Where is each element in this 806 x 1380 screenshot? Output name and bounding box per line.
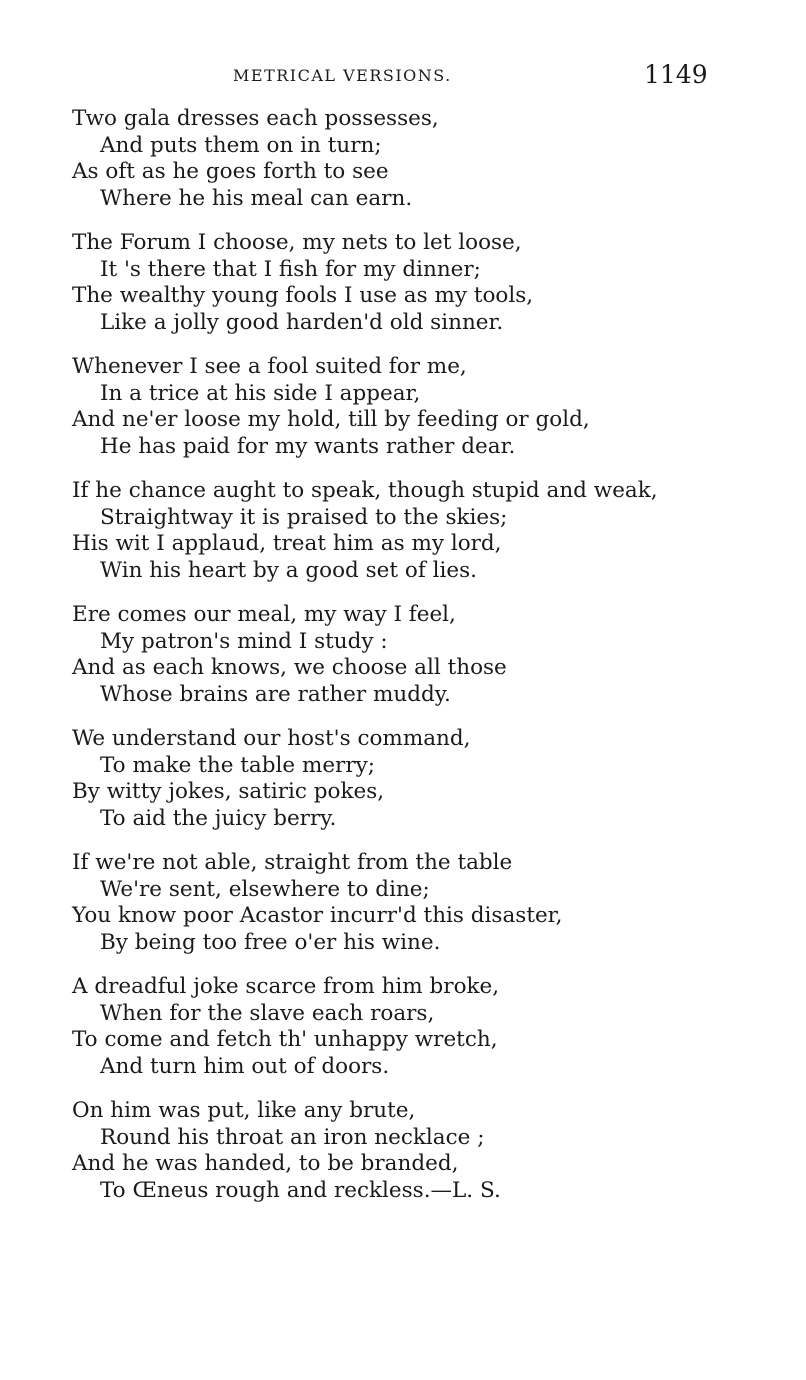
poem-line: His wit I applaud, treat him as my lord, (72, 531, 502, 556)
poem-line: As oft as he goes forth to see (72, 159, 389, 184)
poem-line: We understand our host's command, (72, 726, 471, 751)
poem-line: Whenever I see a fool suited for me, (72, 354, 467, 379)
poem (72, 106, 772, 1222)
poem-line: Two gala dresses each possesses, (72, 106, 439, 131)
poem-line: To come and fetch th' unhappy wretch, (72, 1027, 498, 1052)
poem-line: Like a jolly good harden'd old sinner. (100, 309, 504, 335)
stanza (72, 726, 772, 832)
poem-line: When for the slave each roars, (100, 1000, 435, 1026)
poem-line: And as each knows, we choose all those (72, 655, 507, 680)
stanza (72, 354, 772, 460)
stanza (72, 602, 772, 708)
poem-line: To aid the juicy berry. (100, 805, 337, 831)
poem-line: The Forum I choose, my nets to let loose, (72, 230, 522, 255)
running-title: METRICAL VERSIONS. (233, 66, 452, 85)
poem-line: And ne'er loose my hold, till by feeding or gold, (72, 407, 590, 432)
poem-line: To make the table merry; (100, 752, 375, 778)
poem-line: Whose brains are rather muddy. (100, 681, 451, 707)
poem-line: We're sent, elsewhere to dine; (100, 876, 430, 902)
poem-line: The wealthy young fools I use as my tools, (72, 283, 534, 308)
stanza (72, 230, 772, 336)
poem-line: Straightway it is praised to the skies; (100, 504, 508, 530)
poem-line: He has paid for my wants rather dear. (100, 433, 516, 459)
poem-line: A dreadful joke scarce from him broke, (72, 974, 500, 999)
poem-line: By being too free o'er his wine. (100, 929, 441, 955)
poem-line: If we're not able, straight from the table (72, 850, 513, 875)
poem-line: If he chance aught to speak, though stupid and weak, (72, 478, 658, 503)
poem-line: By witty jokes, satiric pokes, (72, 779, 385, 804)
poem-line: And puts them on in turn; (100, 132, 382, 158)
stanza (72, 478, 772, 584)
running-head (0, 60, 806, 94)
poem-line: On him was put, like any brute, (72, 1098, 416, 1123)
poem-line: Win his heart by a good set of lies. (100, 557, 477, 583)
poem-line: And he was handed, to be branded, (72, 1151, 459, 1176)
poem-line: In a trice at his side I appear, (100, 380, 421, 406)
page-number: 1149 (644, 60, 708, 89)
stanza (72, 974, 772, 1080)
poem-line: Where he his meal can earn. (100, 185, 413, 211)
poem-line: To Œneus rough and reckless.—L. S. (100, 1177, 501, 1203)
poem-line: It 's there that I fish for my dinner; (100, 256, 481, 282)
poem-line: My patron's mind I study : (100, 628, 388, 654)
stanza (72, 1098, 772, 1204)
poem-line: Round his throat an iron necklace ; (100, 1124, 485, 1150)
stanza (72, 106, 772, 212)
poem-line: You know poor Acastor incurr'd this disaster, (72, 903, 563, 928)
poem-line: And turn him out of doors. (100, 1053, 390, 1079)
poem-line: Ere comes our meal, my way I feel, (72, 602, 456, 627)
stanza (72, 850, 772, 956)
